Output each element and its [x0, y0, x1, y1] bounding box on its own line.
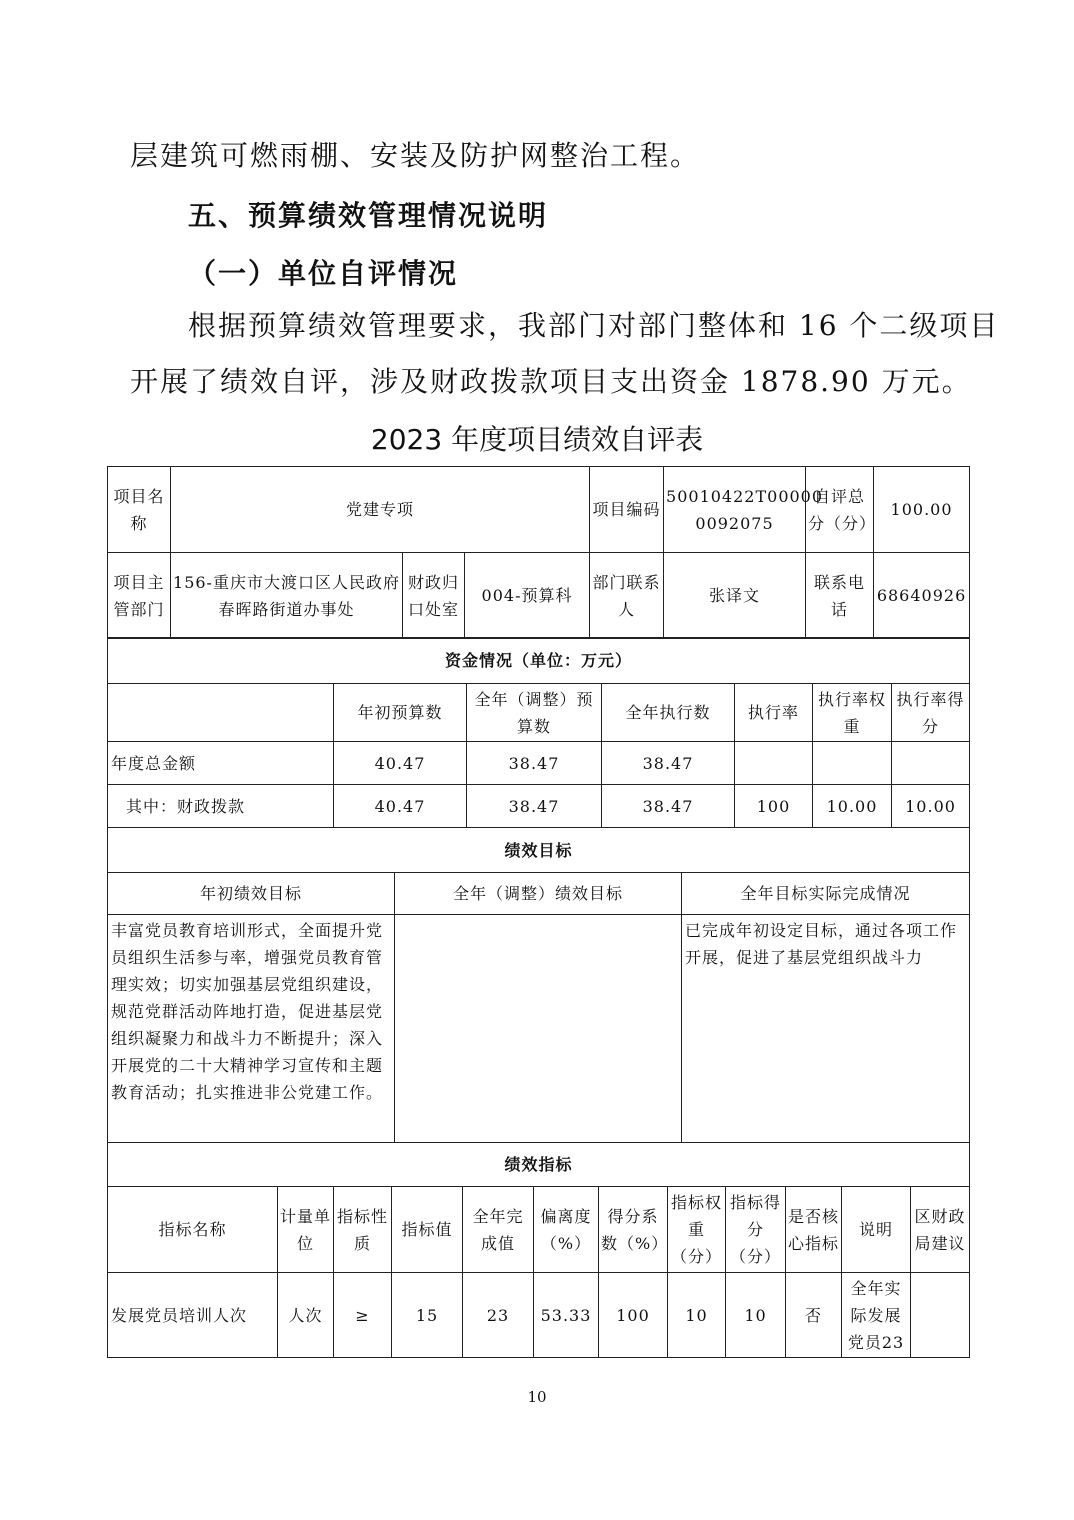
- initial-goal-text: 丰富党员教育培训形式，全面提升党员组织生活参与率，增强党员教育管理实效；切实加强基层党组织建设，规范党群活动阵地打造，促进基层党组织凝聚力和战斗力不断提升；深入开展党的二十大精神学习宣传和主题教育活动；扎实推进非公党建工作。: [108, 915, 395, 1143]
- goals-section-header: 绩效目标: [108, 828, 970, 873]
- project-info-table: [107, 466, 970, 639]
- funds-cell: 10.00: [813, 785, 892, 828]
- funds-cell: 10.00: [892, 785, 970, 828]
- project-code-value: 50010422T00000 0092075: [664, 467, 806, 553]
- table-row: [108, 785, 970, 828]
- phone-value: 68640926: [874, 553, 970, 639]
- funds-cell: [892, 742, 970, 785]
- actual-completion-text: 已完成年初设定目标，通过各项工作开展，促进了基层党组织战斗力: [682, 915, 970, 1143]
- indicator-header: 指标值: [392, 1187, 463, 1273]
- indicator-header: 指标性质: [334, 1187, 392, 1273]
- indicator-header: 偏离度（%）: [534, 1187, 599, 1273]
- indicator-cell: 否: [786, 1273, 842, 1358]
- indicator-header: 计量单位: [278, 1187, 334, 1273]
- funds-header: 全年（调整）预算数: [467, 684, 602, 742]
- indicator-header: 区财政局建议: [911, 1187, 970, 1273]
- self-score-value: 100.00: [874, 467, 970, 553]
- phone-label: 联系电话: [806, 553, 874, 639]
- self-score-label: 自评总分（分）: [806, 467, 874, 553]
- indicator-cell: ≥: [334, 1273, 392, 1358]
- indicator-cell: 发展党员培训人次: [108, 1273, 278, 1358]
- table-title: 2023 年度项目绩效自评表: [370, 423, 704, 456]
- indicator-header: 指标得分（分）: [726, 1187, 786, 1273]
- goals-table: [107, 827, 970, 1143]
- funds-header: 年初预算数: [334, 684, 467, 742]
- funds-cell: 38.47: [467, 785, 602, 828]
- subsection-heading: （一）单位自评情况: [188, 257, 459, 290]
- indicator-cell: 10: [668, 1273, 726, 1358]
- adjusted-goal-text: [395, 915, 682, 1143]
- goals-header: 年初绩效目标: [108, 873, 395, 915]
- funds-cell: 100: [735, 785, 813, 828]
- page-number: 10: [527, 1388, 547, 1406]
- indicator-cell: [911, 1273, 970, 1358]
- paragraph-line: 根据预算绩效管理要求，我部门对部门整体和 16 个二级项目: [188, 309, 1000, 342]
- indicator-header: 得分系数（%）: [599, 1187, 668, 1273]
- indicator-header: 指标权重（分）: [668, 1187, 726, 1273]
- funds-cell: 40.47: [334, 742, 467, 785]
- funds-header: 执行率权重: [813, 684, 892, 742]
- table-row: [108, 1273, 970, 1358]
- indicator-cell: 23: [463, 1273, 534, 1358]
- funds-table: [107, 637, 970, 828]
- indicator-header: 全年完成值: [463, 1187, 534, 1273]
- project-code-label: 项目编码: [590, 467, 664, 553]
- paragraph-line: 开展了绩效自评，涉及财政拨款项目支出资金 1878.90 万元。: [130, 365, 972, 398]
- indicator-header: 说明: [842, 1187, 911, 1273]
- funds-header-blank: [108, 684, 334, 742]
- finance-office-label: 财政归口处室: [403, 553, 465, 639]
- funds-header: 执行率: [735, 684, 813, 742]
- goals-header: 全年（调整）绩效目标: [395, 873, 682, 915]
- indicator-header: 是否核心指标: [786, 1187, 842, 1273]
- indicators-section-header: 绩效指标: [108, 1143, 970, 1187]
- funds-section-header: 资金情况（单位：万元）: [108, 638, 970, 684]
- indicators-table: [107, 1142, 970, 1358]
- funds-cell: 38.47: [467, 742, 602, 785]
- funds-cell: 40.47: [334, 785, 467, 828]
- indicator-cell: 100: [599, 1273, 668, 1358]
- funds-cell: [813, 742, 892, 785]
- funds-row-label: 其中：财政拨款: [108, 785, 334, 828]
- funds-cell: 38.47: [602, 742, 735, 785]
- indicator-cell: 全年实际发展党员23: [842, 1273, 911, 1358]
- indicator-cell: 人次: [278, 1273, 334, 1358]
- funds-header: 执行率得分: [892, 684, 970, 742]
- dept-value: 156-重庆市大渡口区人民政府春晖路街道办事处: [171, 553, 403, 639]
- funds-header: 全年执行数: [602, 684, 735, 742]
- indicator-header: 指标名称: [108, 1187, 278, 1273]
- paragraph-line: 层建筑可燃雨棚、安装及防护网整治工程。: [130, 139, 701, 172]
- project-name-label: 项目名称: [108, 467, 171, 553]
- project-name-value: 党建专项: [171, 467, 590, 553]
- table-row: [108, 742, 970, 785]
- contact-value: 张译文: [664, 553, 806, 639]
- funds-cell: [735, 742, 813, 785]
- dept-label: 项目主管部门: [108, 553, 171, 639]
- finance-office-value: 004-预算科: [465, 553, 590, 639]
- section-heading: 五、预算绩效管理情况说明: [188, 199, 549, 232]
- indicator-cell: 53.33: [534, 1273, 599, 1358]
- contact-label: 部门联系人: [590, 553, 664, 639]
- funds-cell: 38.47: [602, 785, 735, 828]
- indicator-cell: 15: [392, 1273, 463, 1358]
- indicator-cell: 10: [726, 1273, 786, 1358]
- goals-header: 全年目标实际完成情况: [682, 873, 970, 915]
- funds-row-label: 年度总金额: [108, 742, 334, 785]
